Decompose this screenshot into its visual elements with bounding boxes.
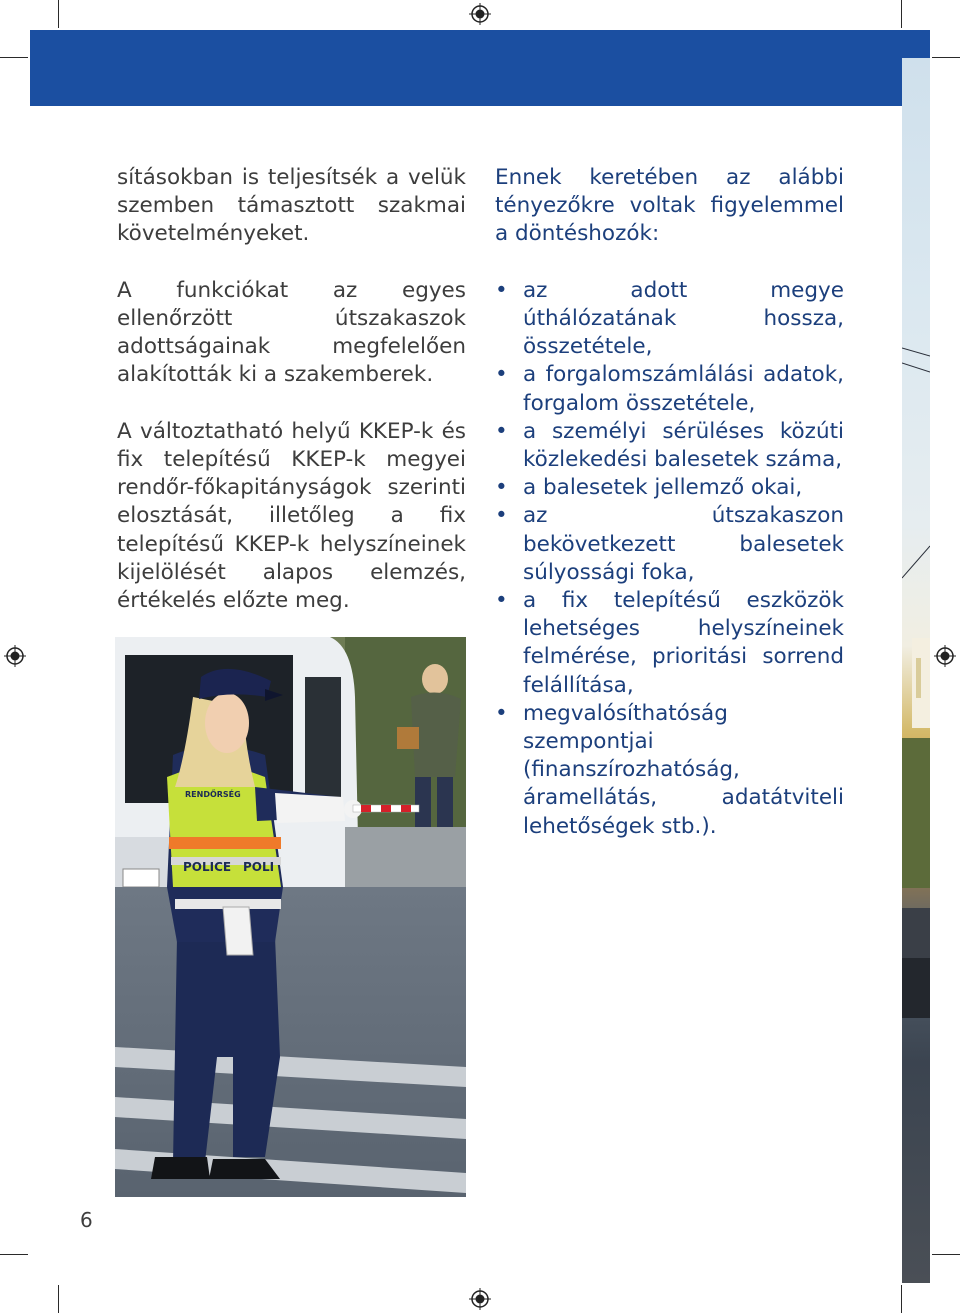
registration-mark-top-icon bbox=[469, 3, 491, 25]
crop-mark-right-top bbox=[932, 57, 960, 58]
crop-mark-left-top bbox=[0, 57, 28, 58]
left-text-column bbox=[117, 164, 466, 643]
list-item: • a forgalomszámlálási adatok, forgalom összetétele, bbox=[495, 361, 844, 417]
registration-mark-bottom-icon bbox=[469, 1288, 491, 1310]
paragraph: A változtatható helyű KKEP-k és fix telepítésű KKEP-k megyei rendőr-főkapitányságok szerinti elosztását, illetőleg a fix telepítésű KKEP-k helyszíneinek kijelölését alapos elemzés, értékelés előzte meg. bbox=[117, 418, 466, 614]
right-text-column bbox=[495, 164, 844, 841]
crop-mark-bottom-left bbox=[58, 1285, 59, 1313]
list-item: • az útszakaszon bekövetkezett balesetek súlyossági foka, bbox=[495, 502, 844, 587]
registration-mark-left-icon bbox=[4, 645, 26, 667]
list-item: • a balesetek jellemző okai, bbox=[495, 474, 844, 502]
page-number: 6 bbox=[80, 1208, 93, 1232]
vest-label: POLICE bbox=[183, 860, 232, 874]
list-item: • megvalósíthatóság szempontjai (finanszírozhatóság, áramellátás, adatátviteli lehetőségek stb.). bbox=[495, 700, 844, 841]
paragraph: sításokban is teljesítsék a velük szemben támasztott szakmai követelményeket. bbox=[117, 165, 466, 247]
header-band bbox=[30, 30, 930, 106]
factor-list bbox=[495, 277, 844, 841]
police-officer-photo bbox=[115, 637, 466, 1197]
registration-mark-right-icon bbox=[934, 645, 956, 667]
intro-paragraph: Ennek keretében az alábbi tényezőkre voltak figyelemmel a döntéshozók: bbox=[495, 165, 844, 247]
crop-mark-top-left bbox=[58, 0, 59, 28]
list-item: • a személyi sérüléses közúti közlekedési balesetek száma, bbox=[495, 418, 844, 474]
side-photo-strip bbox=[902, 58, 930, 1283]
crop-mark-right-bottom bbox=[932, 1254, 960, 1255]
crop-mark-top-right bbox=[901, 0, 902, 28]
paragraph: A funkciókat az egyes ellenőrzött útszakaszok adottságainak megfelelően alakították ki a szakemberek. bbox=[117, 277, 466, 388]
crop-mark-left-bottom bbox=[0, 1254, 28, 1255]
vest-label: POLI bbox=[243, 860, 275, 874]
vest-badge-text: RENDŐRSÉG bbox=[185, 790, 241, 799]
crop-mark-bottom-right bbox=[901, 1285, 902, 1313]
list-item: • a fix telepítésű eszközök lehetséges helyszíneinek felmérése, prioritási sorrend felállítása, bbox=[495, 587, 844, 700]
list-item: • az adott megye úthálózatának hossza, összetétele, bbox=[495, 277, 844, 362]
